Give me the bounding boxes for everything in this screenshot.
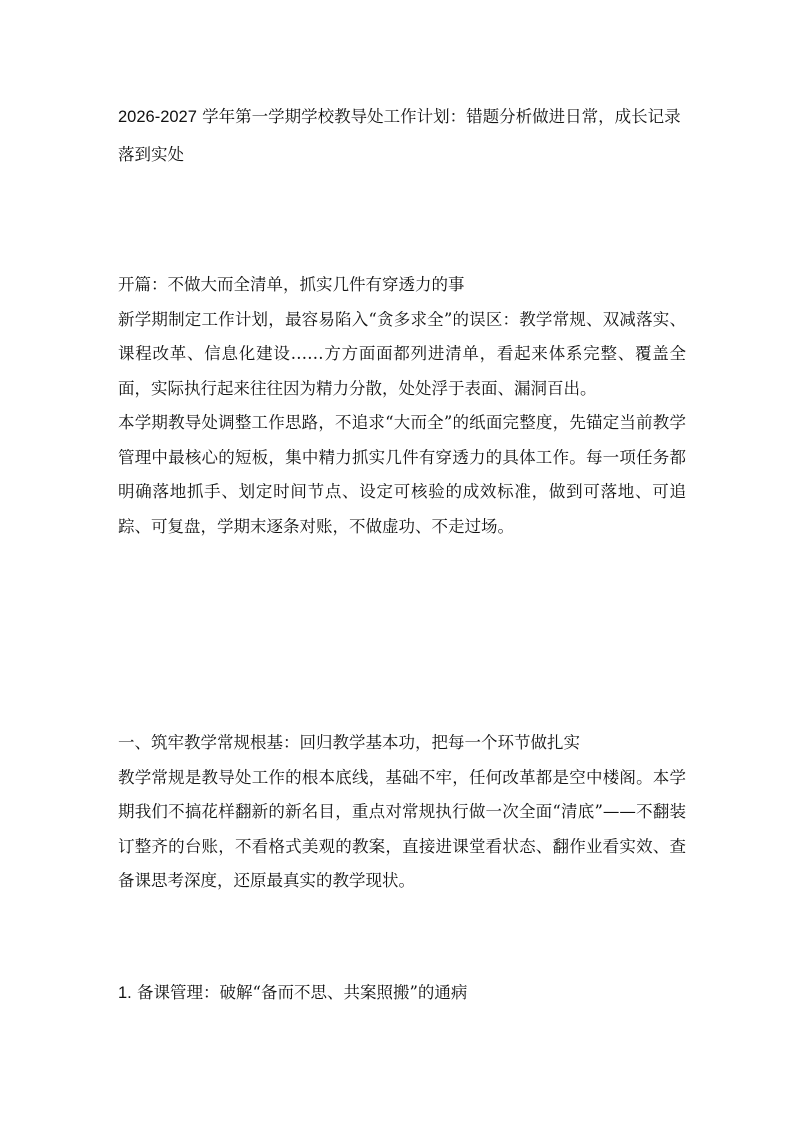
subheading-text: 备课管理：破解“备而不思、共案照搬”的通病	[131, 983, 468, 1002]
section-one-paragraph-1: 教学常规是教导处工作的根本底线，基础不牢，任何改革都是空中楼阁。本学期我们不搞花样翻新的新名目，重点对常规执行做一次全面“清底”——不翻装订整齐的台账，不看格式美观的教案，直接进课堂看状态、翻作业看实效、查备课思考深度，还原最真实的教学现状。	[118, 767, 686, 890]
section-one	[118, 726, 686, 899]
intro-paragraph-2: 本学期教导处调整工作思路，不追求“大而全”的纸面完整度，先锚定当前教学管理中最核心的短板，集中精力抓实几件有穿透力的具体工作。每一项任务都明确落地抓手、划定时间节点、设定可核验的成效标准，做到可落地、可追踪、可复盘，学期末逐条对账，不做虚功、不走过场。	[118, 413, 686, 536]
intro-paragraph-1: 新学期制定工作计划，最容易陷入“贪多求全”的误区：教学常规、双减落实、课程改革、信息化建设……方方面面都列进清单，看起来体系完整、覆盖全面，实际执行起来往往因为精力分散，处处浮于表面、漏洞百出。	[118, 309, 686, 398]
section-heading-one: 一、筑牢教学常规根基：回归教学基本功，把每一个环节做扎实	[118, 733, 580, 752]
title-year: 2026-2027	[118, 108, 197, 126]
section-intro	[118, 268, 686, 544]
document-title	[118, 98, 686, 174]
subheading-lesson-prep	[118, 976, 686, 1011]
subheading-number: 1.	[118, 984, 132, 1002]
section-heading-intro: 开篇：不做大而全清单，抓实几件有穿透力的事	[118, 275, 465, 294]
title-text: 学年第一学期学校教导处工作计划：错题分析做进日常，成长记录落到实处	[118, 107, 681, 164]
